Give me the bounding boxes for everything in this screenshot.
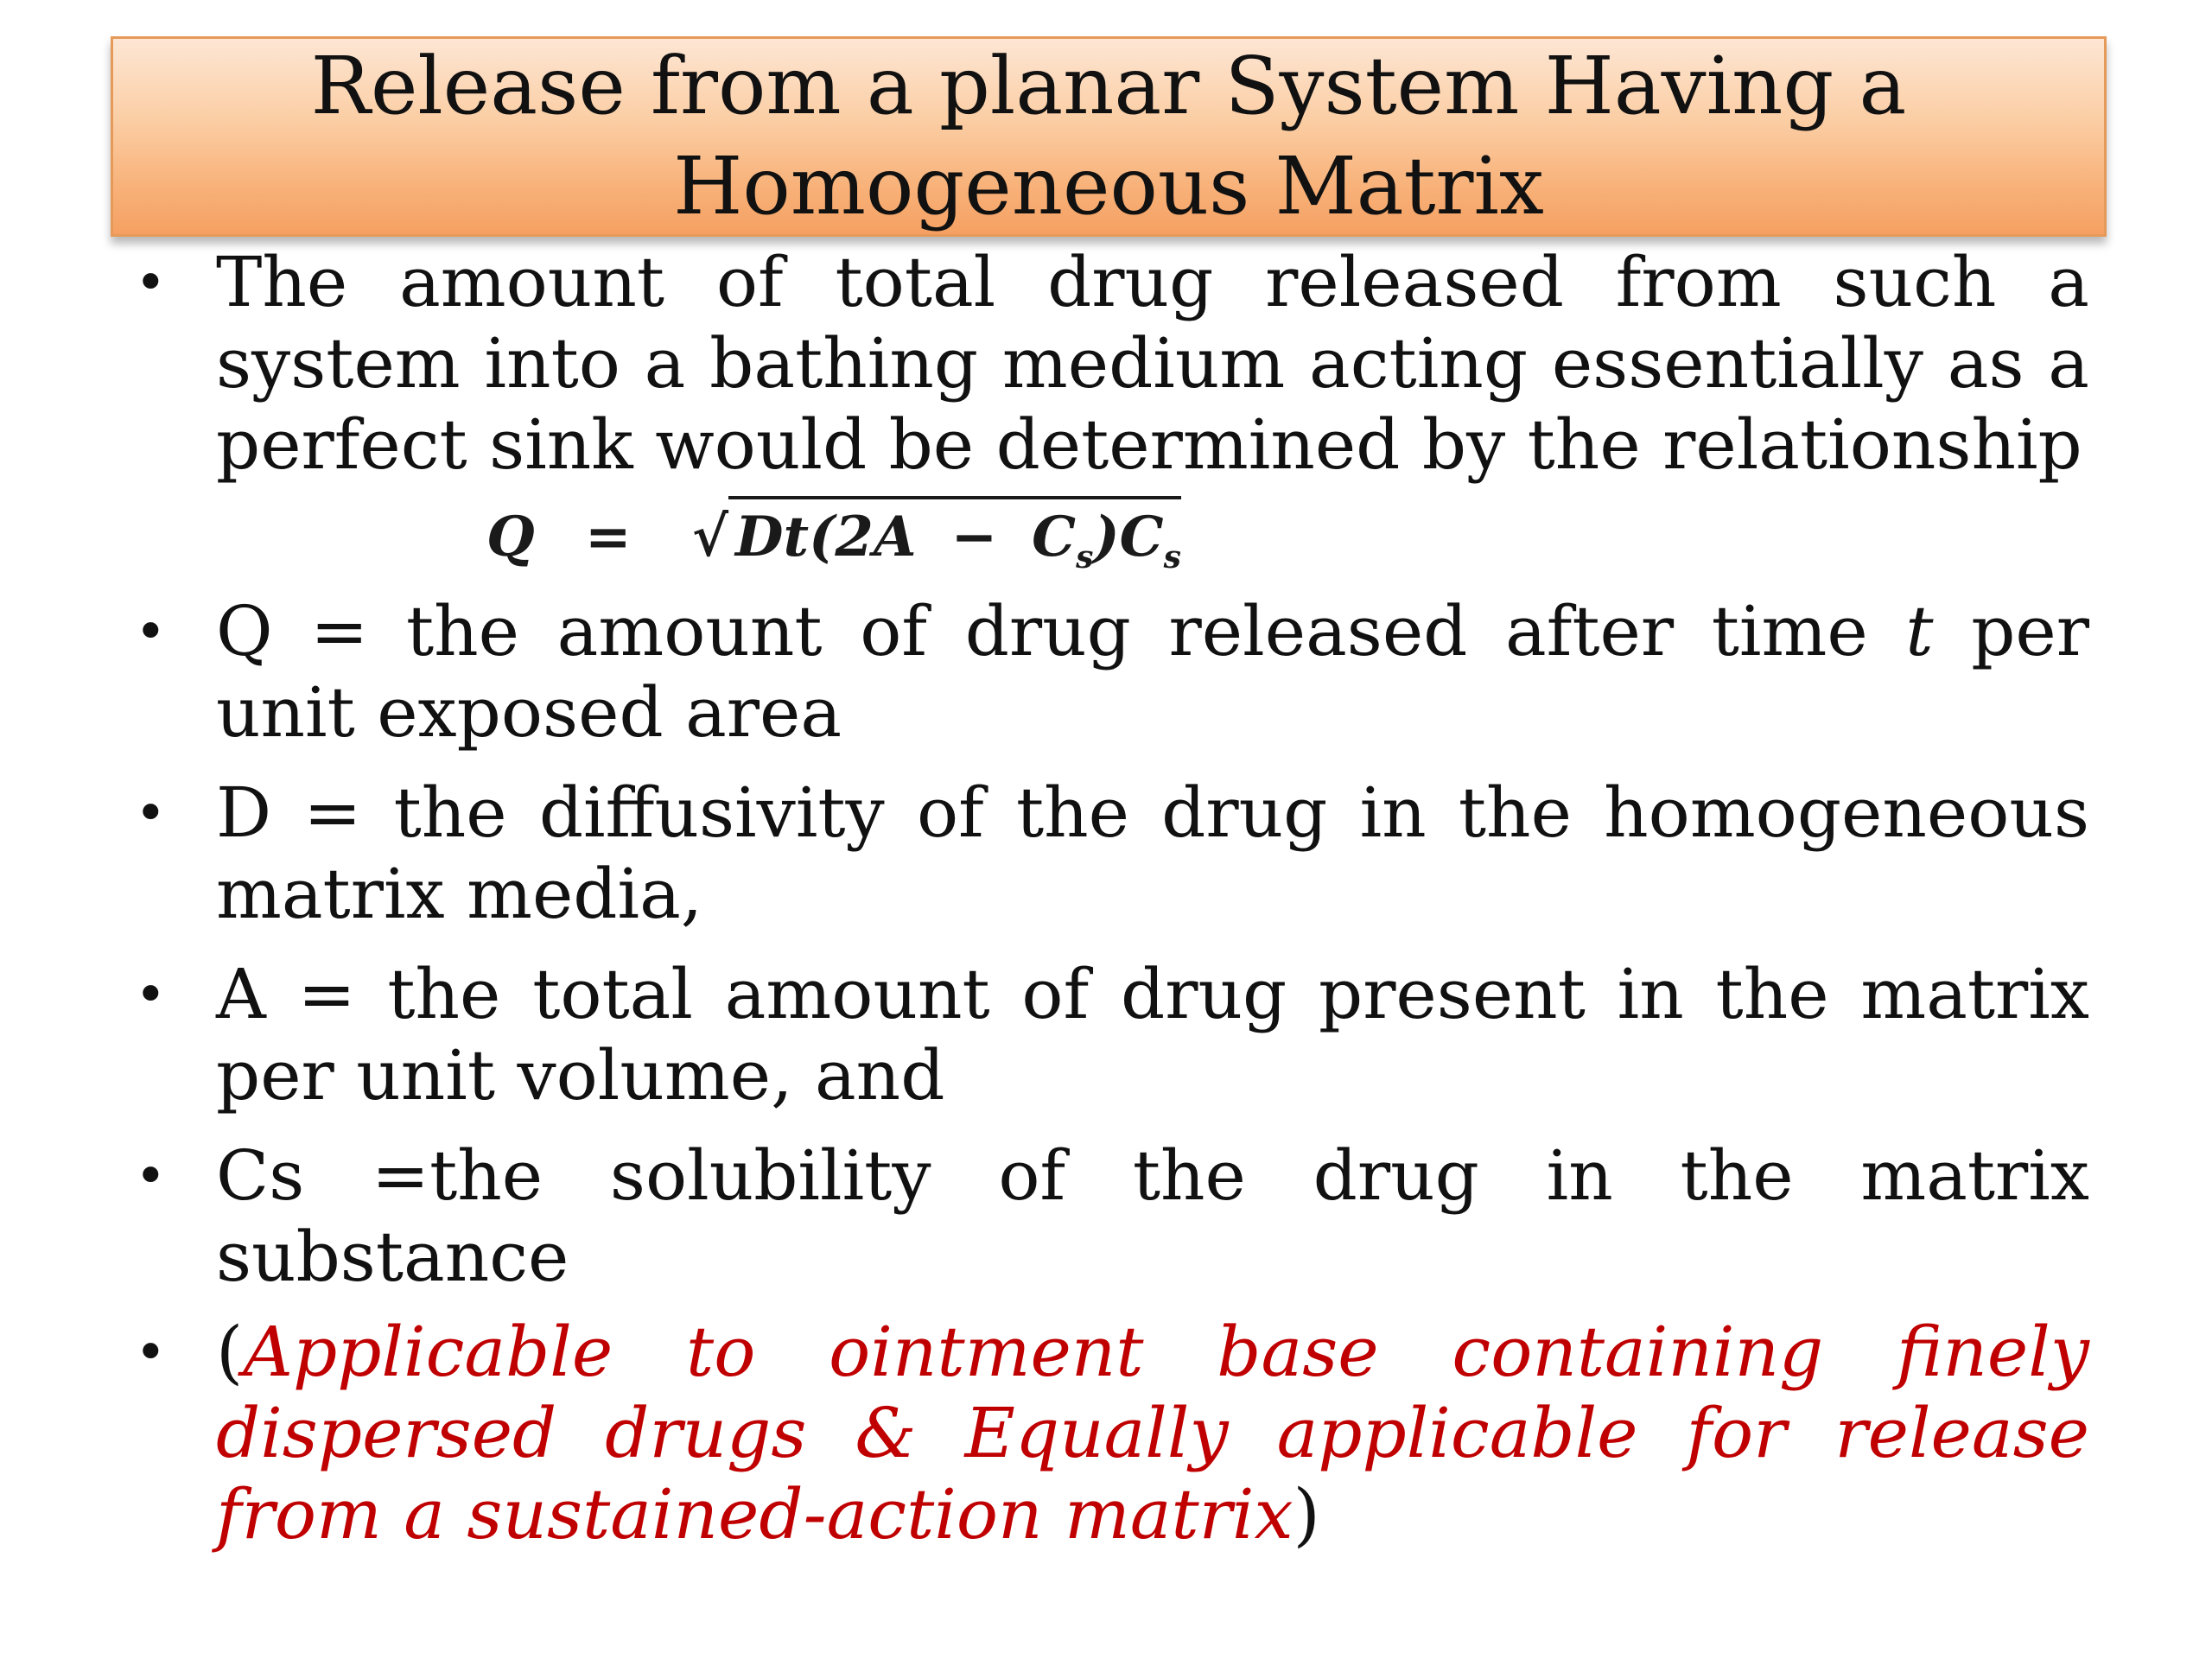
slide-title: Release from a planar System Having a Homogeneous Matrix (310, 40, 1907, 232)
bullet-item (128, 954, 2089, 1116)
bullet-text: Cs =the solubility of the drug in the matrix substance (216, 1135, 2089, 1297)
bullet-dot: • (135, 781, 167, 844)
release-equation (486, 496, 2089, 575)
bullet-text-pre: Q = the amount of drug released after time (216, 591, 1906, 671)
bullet-text: The amount of total drug released from such a system into a bathing medium acting essentially as a perfect sink would be determined by the relationship (216, 242, 2089, 485)
bullet-text: A = the total amount of drug present in the matrix per unit volume, and (216, 954, 2089, 1116)
bullet-text-post: per unit exposed area (216, 591, 2090, 753)
applicability-note: Applicable to ointment base containing finely dispersed drugs & Equally applicable for release from a sustained-action matrix (216, 1312, 2089, 1554)
bullet-item (128, 242, 2089, 486)
radicand (728, 496, 1181, 594)
bullet-item (128, 1312, 2089, 1555)
bullet-dot: • (135, 1320, 167, 1383)
radicand-term-c: )C (1093, 505, 1164, 569)
square-root (689, 496, 1181, 594)
bullet-item (128, 772, 2089, 935)
radicand-term-b: C (1032, 505, 1077, 569)
sqrt-symbol: √ (691, 505, 728, 569)
bullet-dot: • (135, 1144, 167, 1207)
bullet-item (128, 1135, 2089, 1298)
formula-lhs: Q (486, 505, 535, 569)
bullet-item (128, 591, 2089, 753)
paren-open: ( (216, 1312, 244, 1392)
formula-equals: = (585, 505, 632, 569)
slide-body (128, 242, 2089, 1555)
radicand-term-a: Dt(2A (735, 505, 917, 569)
bullet-dot: • (135, 251, 167, 314)
paren-close: ) (1293, 1474, 1320, 1554)
bullet-dot: • (135, 963, 167, 1026)
bullet-text-italic: t (1905, 591, 1934, 671)
formula-minus: − (950, 505, 998, 569)
subscript-s: s (1076, 538, 1094, 575)
bullet-dot: • (135, 600, 167, 663)
subscript-s: s (1163, 538, 1181, 575)
title-banner (111, 36, 2107, 237)
bullet-text: D = the diffusivity of the drug in the homogeneous matrix media, (216, 772, 2089, 934)
